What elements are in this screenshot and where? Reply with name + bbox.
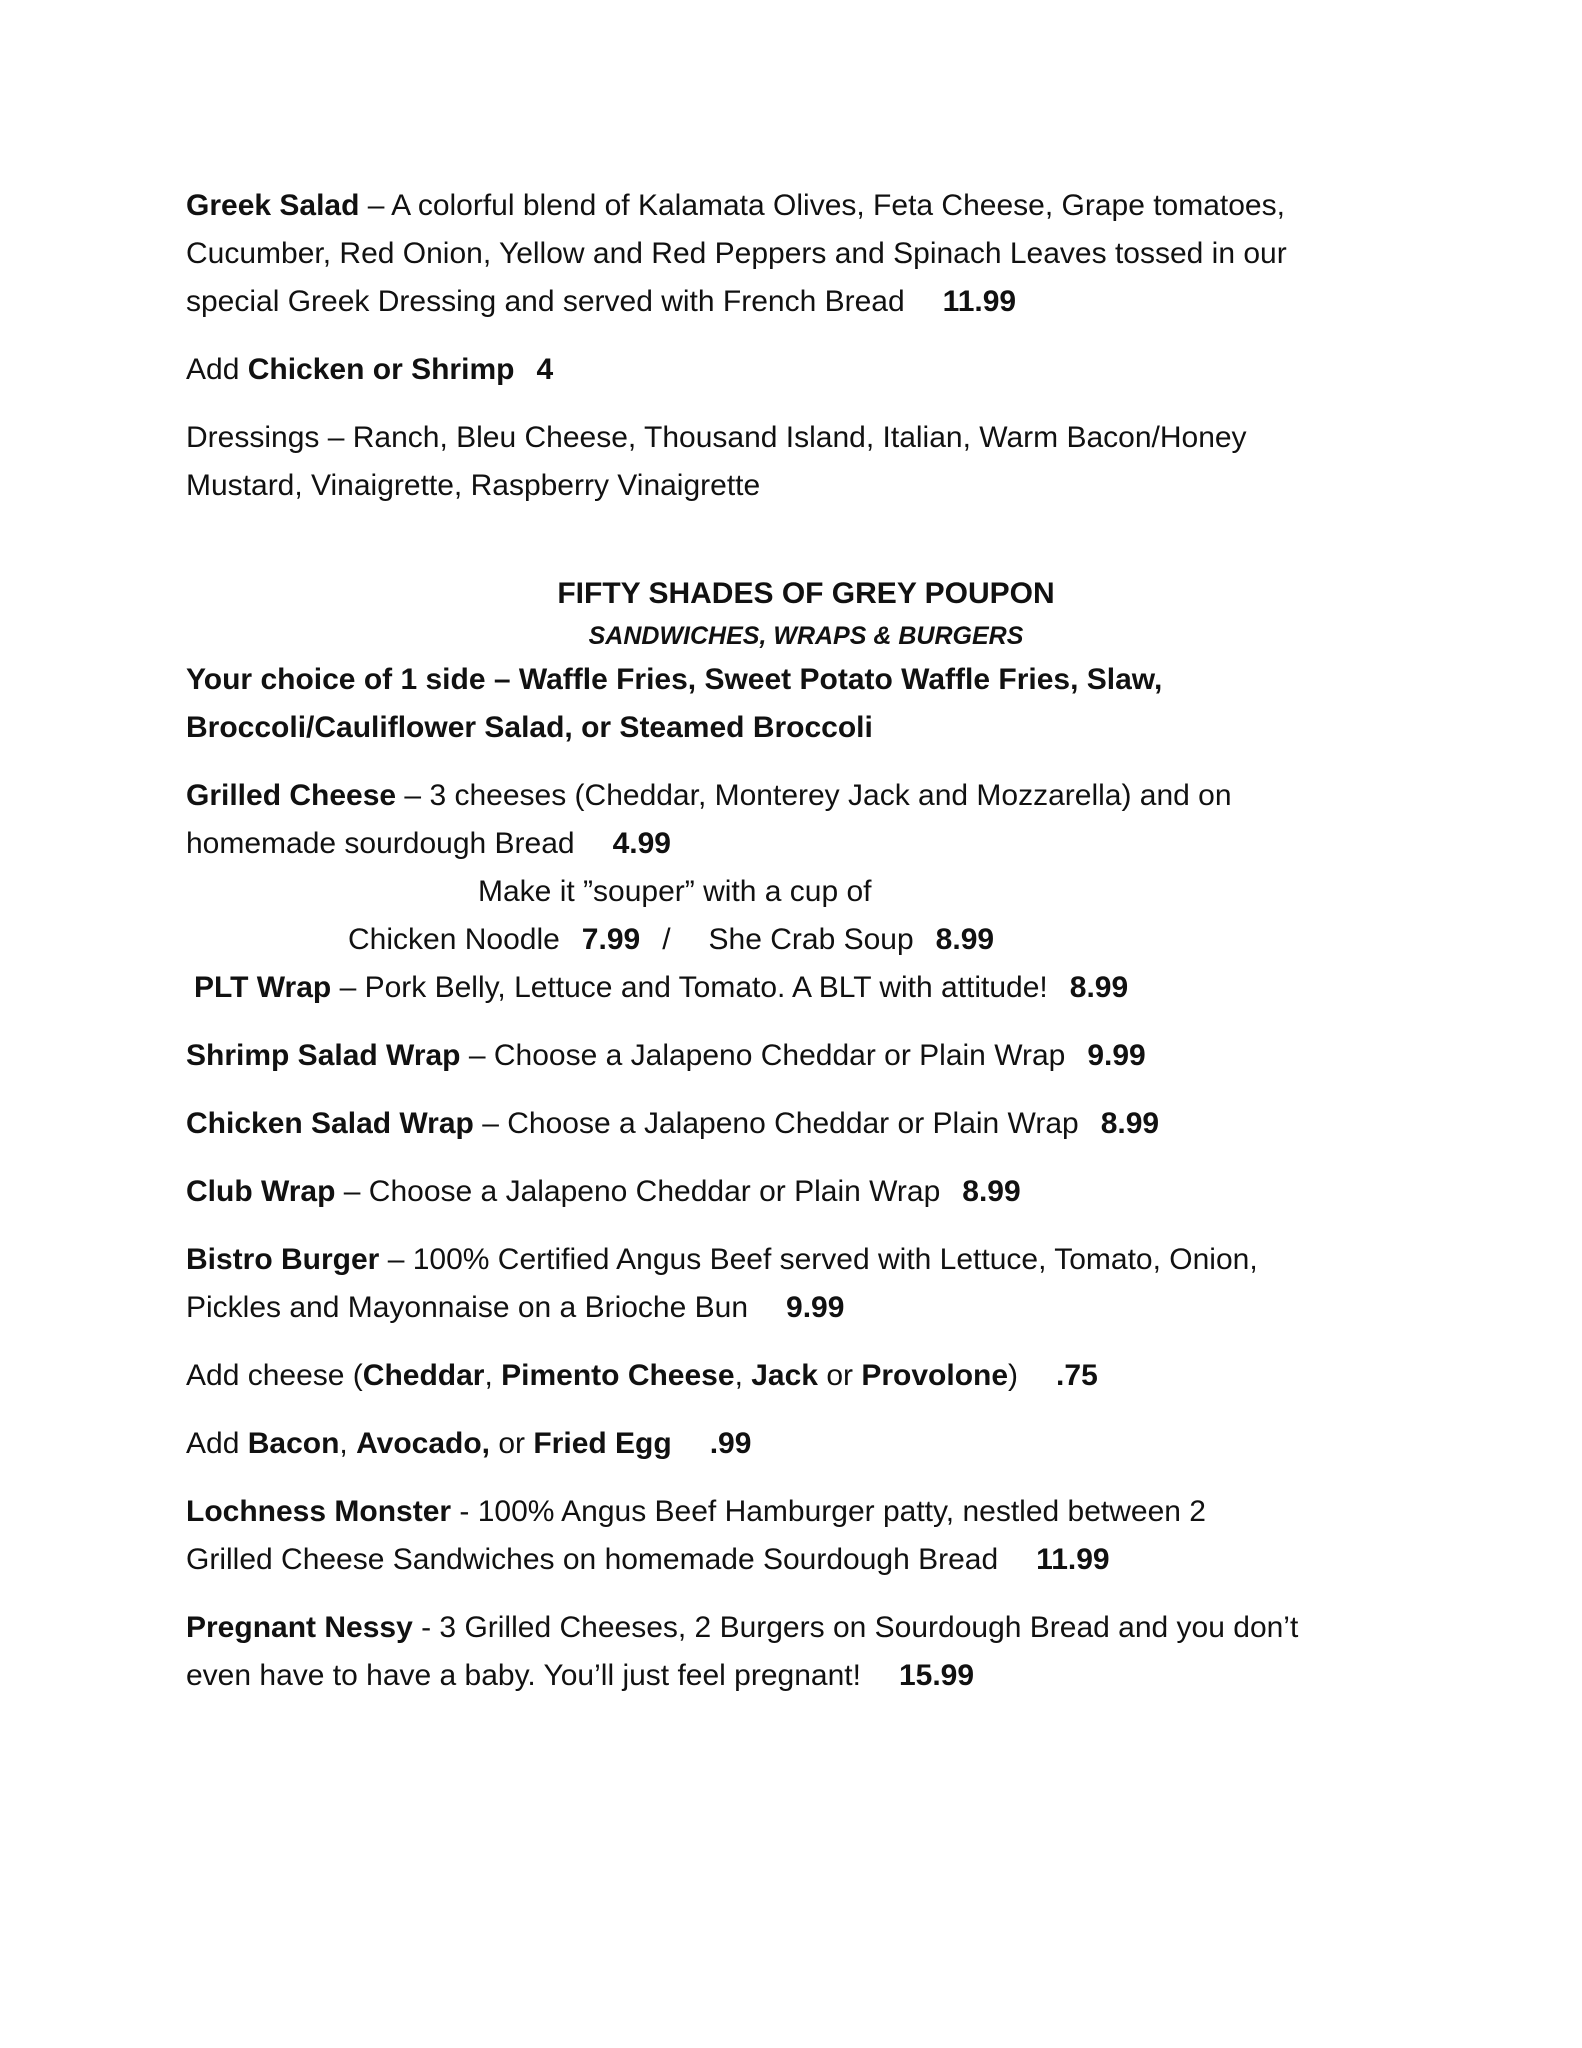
item-desc: even have to have a baby. You’ll just feel pregnant! (186, 1659, 861, 1692)
plt-wrap-item (186, 964, 1426, 1012)
menu-content (186, 182, 1426, 1700)
club-wrap-item (186, 1168, 1426, 1216)
separator: , (339, 1427, 357, 1460)
dressings-line: Dressings – Ranch, Bleu Cheese, Thousand Island, Italian, Warm Bacon/Honey (186, 421, 1247, 454)
item-price: 9.99 (1087, 1039, 1146, 1072)
soup-price: 7.99 (581, 923, 641, 956)
item-name: Greek Salad (186, 189, 360, 222)
item-desc: Pickles and Mayonnaise on a Brioche Bun (186, 1291, 749, 1324)
soup-separator: / (662, 923, 671, 956)
separator: , (734, 1359, 752, 1392)
item-desc: – Choose a Jalapeno Cheddar or Plain Wrap (335, 1175, 941, 1208)
item-name: Pregnant Nessy (186, 1611, 413, 1644)
section-subtitle: SANDWICHES, WRAPS & BURGERS (588, 622, 1024, 650)
item-price: .99 (709, 1427, 752, 1460)
item-name: Grilled Cheese (186, 779, 397, 812)
lochness-item (186, 1488, 1426, 1584)
item-desc: – A colorful blend of Kalamata Olives, Feta Cheese, Grape tomatoes, (359, 189, 1285, 222)
bistro-burger-item (186, 1236, 1426, 1332)
soup-name: She Crab Soup (708, 923, 914, 956)
add-protein-line (186, 346, 1426, 394)
separator: , (484, 1359, 502, 1392)
item-price: .75 (1056, 1359, 1098, 1392)
item-price: 9.99 (786, 1291, 845, 1324)
greek-salad-item (186, 182, 1426, 326)
souper-line: Make it ”souper” with a cup of (478, 875, 872, 908)
item-price: 11.99 (1036, 1543, 1110, 1576)
dressings-line: Mustard, Vinaigrette, Raspberry Vinaigrette (186, 469, 761, 502)
item-price: 4.99 (612, 827, 671, 860)
add-cheese-line (186, 1352, 1426, 1400)
item-price: 4 (536, 353, 554, 386)
item-name: Lochness Monster (186, 1495, 452, 1528)
item-name: Bistro Burger (186, 1243, 380, 1276)
item-desc: – Choose a Jalapeno Cheddar or Plain Wrap (460, 1039, 1066, 1072)
item-desc: – 100% Certified Angus Beef served with Lettuce, Tomato, Onion, (379, 1243, 1258, 1276)
item-name: Chicken Salad Wrap (186, 1107, 474, 1140)
chicken-wrap-item (186, 1100, 1426, 1148)
separator: ) (1008, 1359, 1019, 1392)
item-name: PLT Wrap (194, 971, 332, 1004)
cheese-option: Cheddar (362, 1359, 485, 1392)
item-desc: homemade sourdough Bread (186, 827, 575, 860)
item-desc: special Greek Dressing and served with French Bread (186, 285, 905, 318)
soup-name: Chicken Noodle (348, 923, 560, 956)
extra-option: Avocado, (356, 1427, 490, 1460)
extra-option: Fried Egg (533, 1427, 672, 1460)
cheese-option: Jack (751, 1359, 818, 1392)
add-items: Chicken or Shrimp (247, 353, 515, 386)
item-price: 8.99 (962, 1175, 1021, 1208)
side-choice-line: Your choice of 1 side – Waffle Fries, Sweet Potato Waffle Fries, Slaw, (186, 663, 1163, 696)
grilled-cheese-item (186, 772, 1426, 964)
soup-price: 8.99 (935, 923, 995, 956)
add-prefix: Add cheese ( (186, 1359, 363, 1392)
item-name: Shrimp Salad Wrap (186, 1039, 461, 1072)
item-desc: - 3 Grilled Cheeses, 2 Burgers on Sourdough Bread and you don’t (412, 1611, 1299, 1644)
item-price: 15.99 (898, 1659, 975, 1692)
item-price: 8.99 (1100, 1107, 1160, 1140)
item-desc: Grilled Cheese Sandwiches on homemade Sourdough Bread (186, 1543, 999, 1576)
section-title: FIFTY SHADES OF GREY POUPON (557, 577, 1055, 610)
item-desc: - 100% Angus Beef Hamburger patty, nestled between 2 (451, 1495, 1206, 1528)
extra-option: Bacon (247, 1427, 340, 1460)
item-name: Club Wrap (186, 1175, 336, 1208)
shrimp-wrap-item (186, 1032, 1426, 1080)
item-price: 11.99 (942, 285, 1017, 318)
add-prefix: Add (186, 353, 248, 386)
add-extras-line (186, 1420, 1426, 1468)
item-desc: – 3 cheeses (Cheddar, Monterey Jack and Mozzarella) and on (396, 779, 1232, 812)
soup-options-line (186, 916, 1426, 964)
dressings-list (186, 414, 1426, 510)
item-desc: Cucumber, Red Onion, Yellow and Red Peppers and Spinach Leaves tossed in our (186, 237, 1287, 270)
cheese-option: Pimento Cheese (501, 1359, 735, 1392)
add-prefix: Add (186, 1427, 248, 1460)
separator: or (817, 1359, 862, 1392)
side-choice-line: Broccoli/Cauliflower Salad, or Steamed Broccoli (186, 711, 873, 744)
cheese-option: Provolone (861, 1359, 1009, 1392)
sandwich-section-header (186, 572, 1426, 752)
item-price: 8.99 (1069, 971, 1129, 1004)
item-desc: – Pork Belly, Lettuce and Tomato. A BLT with attitude! (331, 971, 1048, 1004)
item-desc: – Choose a Jalapeno Cheddar or Plain Wrap (473, 1107, 1079, 1140)
separator: or (490, 1427, 534, 1460)
nessy-item (186, 1604, 1426, 1700)
